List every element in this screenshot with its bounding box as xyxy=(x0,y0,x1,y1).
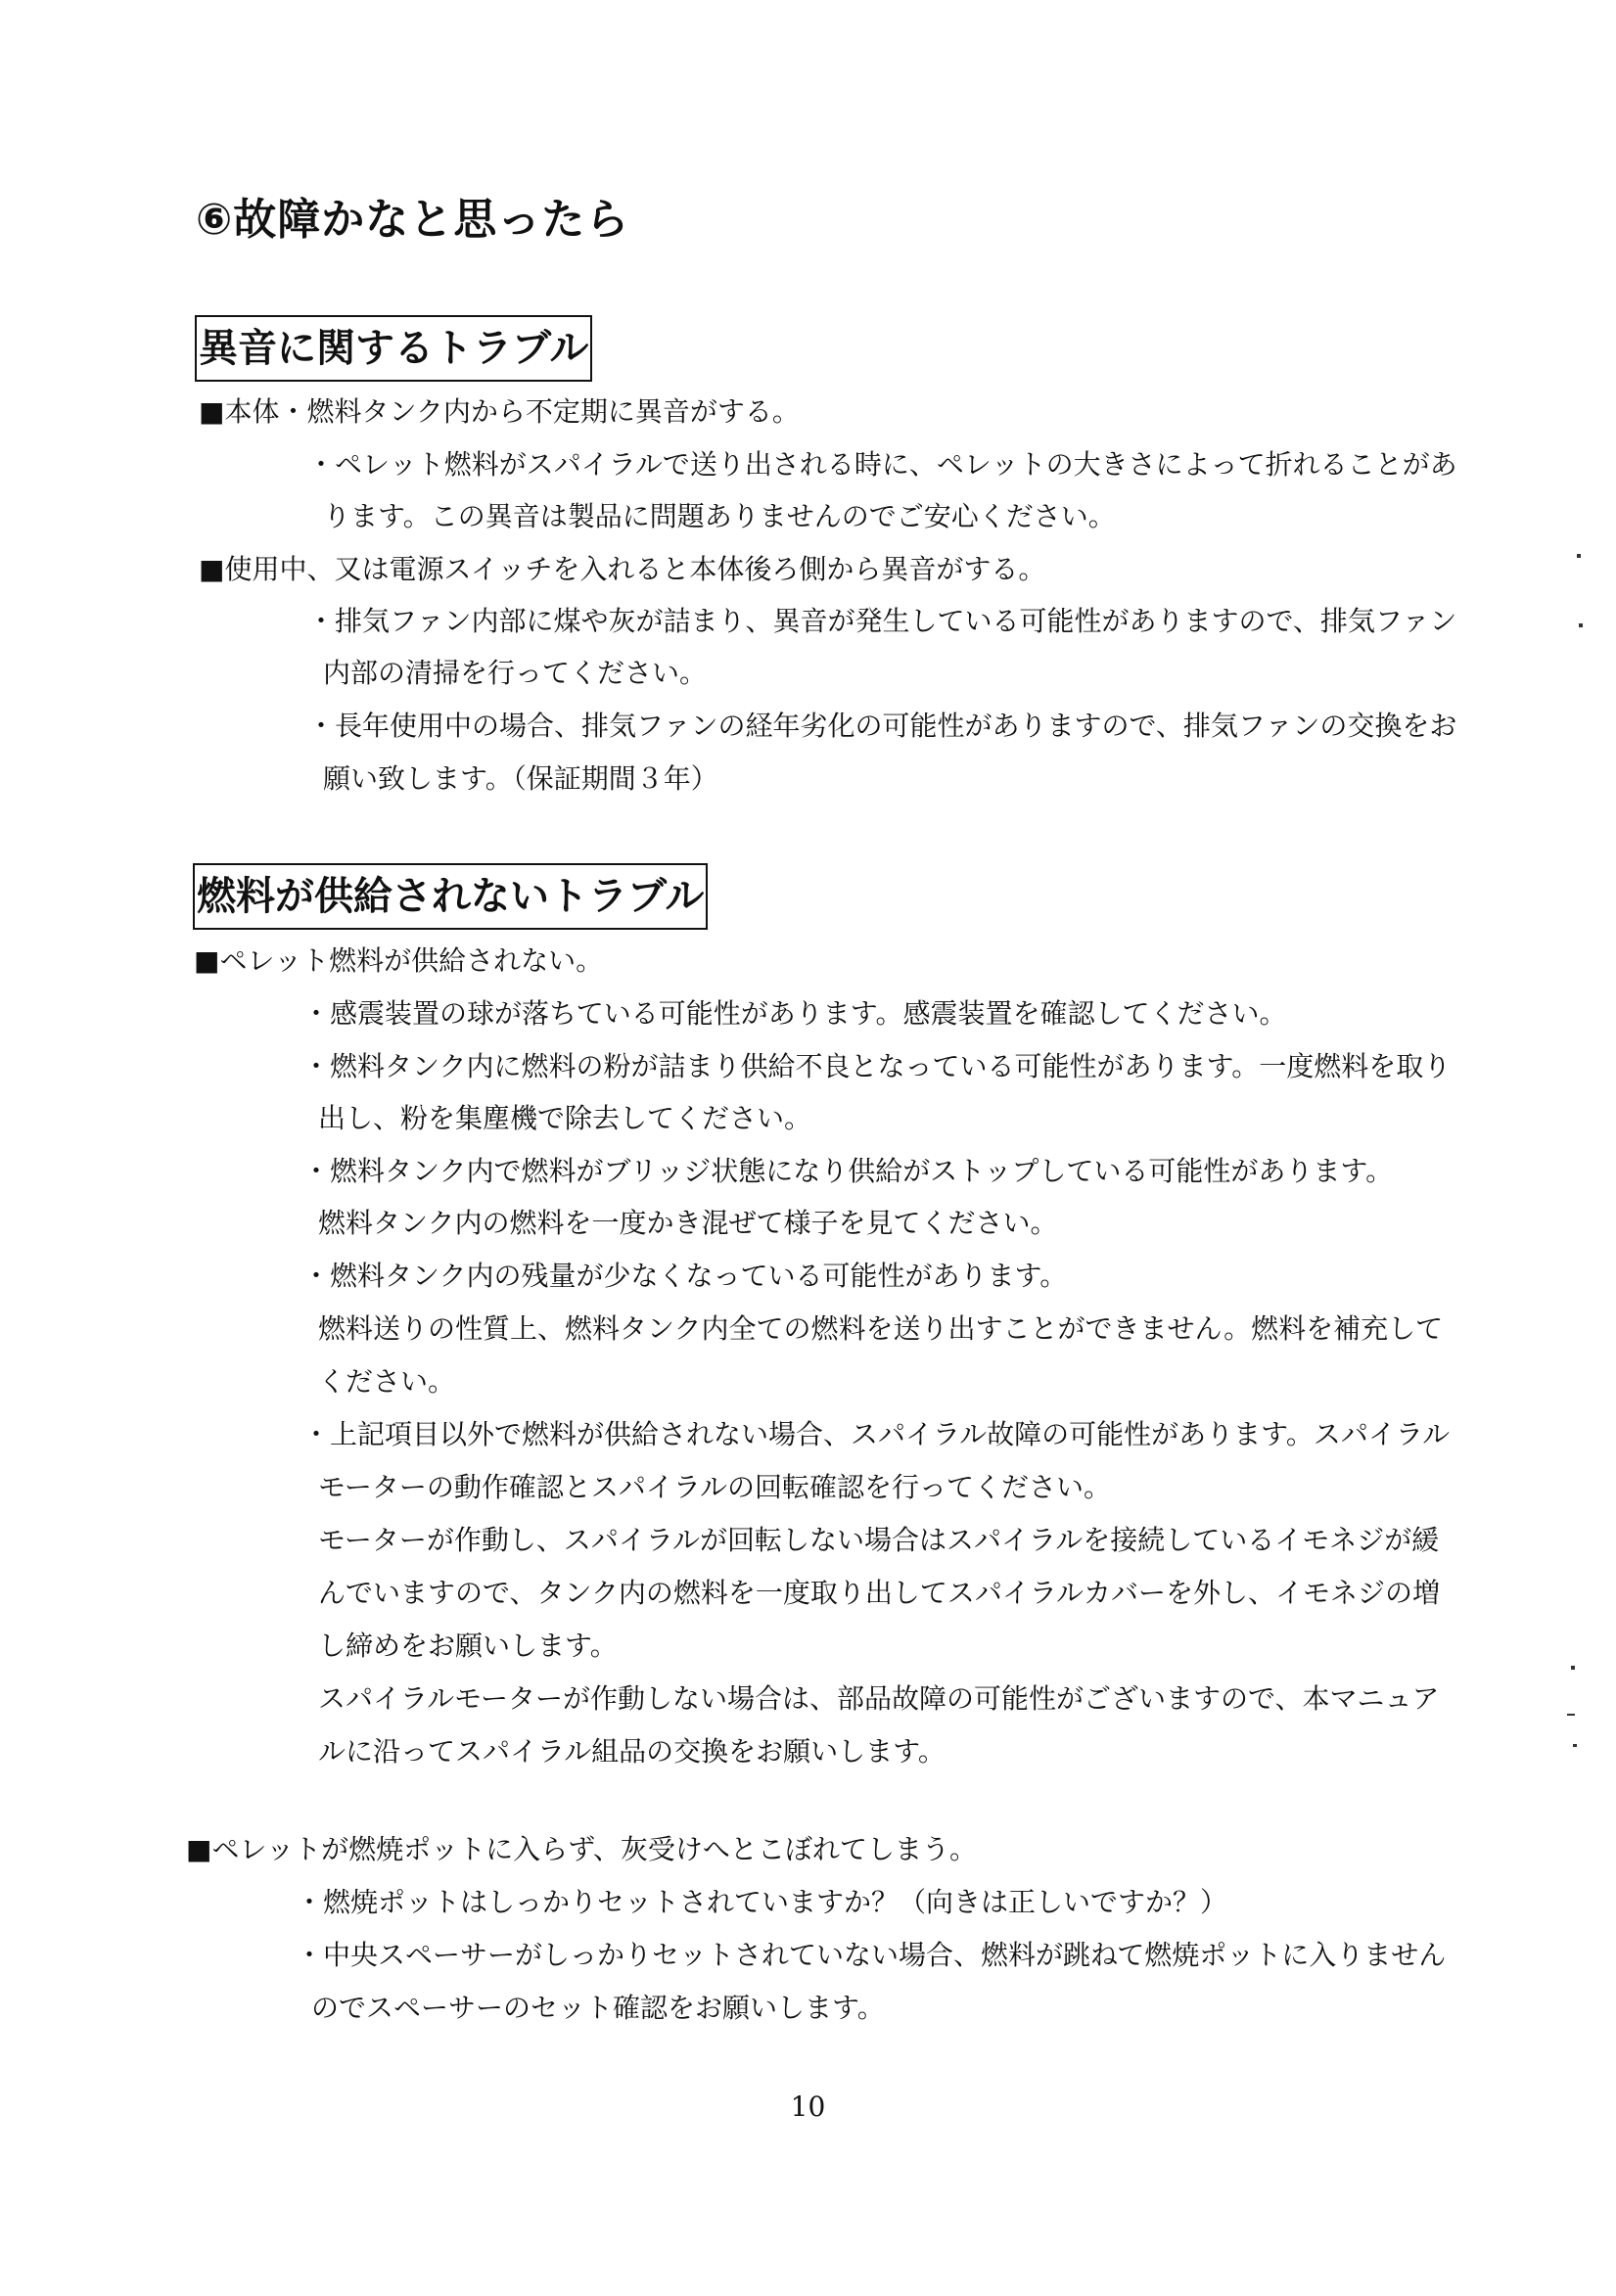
bullet-text: し締めをお願いします。 xyxy=(318,1630,618,1662)
bullet-text: 燃料タンク内の燃料を一度かき混ぜて様子を見てください。 xyxy=(318,1207,1058,1239)
problem-item: ■本体・燃料タンク内から不定期に異音がする。 xyxy=(199,395,800,428)
bullet-text: ・感震装置の球が落ちている可能性があります。感震装置を確認してください。 xyxy=(302,997,1287,1030)
page-number: 10 xyxy=(790,2090,826,2123)
bullet-text: 願い致します。（保証期間３年） xyxy=(323,762,718,795)
bullet-text: ください。 xyxy=(318,1365,456,1398)
bullet-text: ・燃料タンク内に燃料の粉が詰まり供給不良となっている可能性があります。一度燃料を取り xyxy=(302,1050,1452,1082)
bullet-text: 燃料送りの性質上、燃料タンク内全ての燃料を送り出すことができません。燃料を補充して xyxy=(318,1312,1444,1345)
bullet-text: モーターの動作確認とスパイラルの回転確認を行ってください。 xyxy=(318,1471,1112,1503)
bullet-text: ・燃焼ポットはしっかりセットされていますか？（向きは正しいですか？） xyxy=(296,1886,1228,1918)
scan-speck xyxy=(1567,1714,1575,1716)
bullet-text: ります。この異音は製品に問題ありませんのでご安心ください。 xyxy=(323,500,1116,532)
scan-speck xyxy=(1579,623,1583,627)
bullet-text: ・上記項目以外で燃料が供給されない場合、スパイラル故障の可能性があります。スパイラル xyxy=(302,1418,1451,1450)
bullet-text: ・中央スペーサーがしっかりセットされていない場合、燃料が跳ねて燃焼ポットに入りません xyxy=(296,1939,1447,1971)
scan-speck xyxy=(1577,554,1581,558)
bullet-text: ・燃料タンク内で燃料がブリッジ状態になり供給がストップしている可能性があります。 xyxy=(302,1155,1394,1187)
bullet-text: 内部の清掃を行ってください。 xyxy=(323,657,708,689)
bullet-text: んでいますので、タンク内の燃料を一度取り出してスパイラルカバーを外し、イモネジの増 xyxy=(318,1577,1441,1609)
problem-item: ■ペレットが燃焼ポットに入らず、灰受けへとこぼれてしまう。 xyxy=(186,1833,977,1865)
bullet-text: ・長年使用中の場合、排気ファンの経年劣化の可能性がありますので、排気ファンの交換をお xyxy=(307,710,1457,742)
bullet-text: 出し、粉を集塵機で除去してください。 xyxy=(318,1102,812,1134)
section-heading-noise: 異音に関するトラブル xyxy=(195,315,592,382)
bullet-text: ・燃料タンク内の残量が少なくなっている可能性があります。 xyxy=(302,1260,1068,1292)
bullet-text: スパイラルモーターが作動しない場合は、部品故障の可能性がございますので、本マニュア xyxy=(318,1682,1440,1715)
problem-item: ■ペレット燃料が供給されない。 xyxy=(194,944,604,977)
page-title: ⑥故障かなと思ったら xyxy=(196,195,630,245)
bullet-text: のでスペーサーのセット確認をお願いします。 xyxy=(311,1992,885,2024)
scan-speck xyxy=(1571,1666,1575,1670)
bullet-text: ・排気ファン内部に煤や灰が詰まり、異音が発生している可能性がありますので、排気ファン xyxy=(307,605,1457,637)
section-heading-fuel: 燃料が供給されないトラブル xyxy=(193,863,708,930)
problem-item: ■使用中、又は電源スイッチを入れると本体後ろ側から異音がする。 xyxy=(199,553,1046,585)
bullet-text: ・ペレット燃料がスパイラルで送り出される時に、ペレットの大きさによって折れることがあ xyxy=(307,448,1457,481)
bullet-text: ルに沿ってスパイラル組品の交換をお願いします。 xyxy=(318,1735,946,1768)
scan-speck xyxy=(1573,1744,1577,1747)
bullet-text: モーターが作動し、スパイラルが回転しない場合はスパイラルを接続しているイモネジが緩 xyxy=(318,1524,1440,1556)
